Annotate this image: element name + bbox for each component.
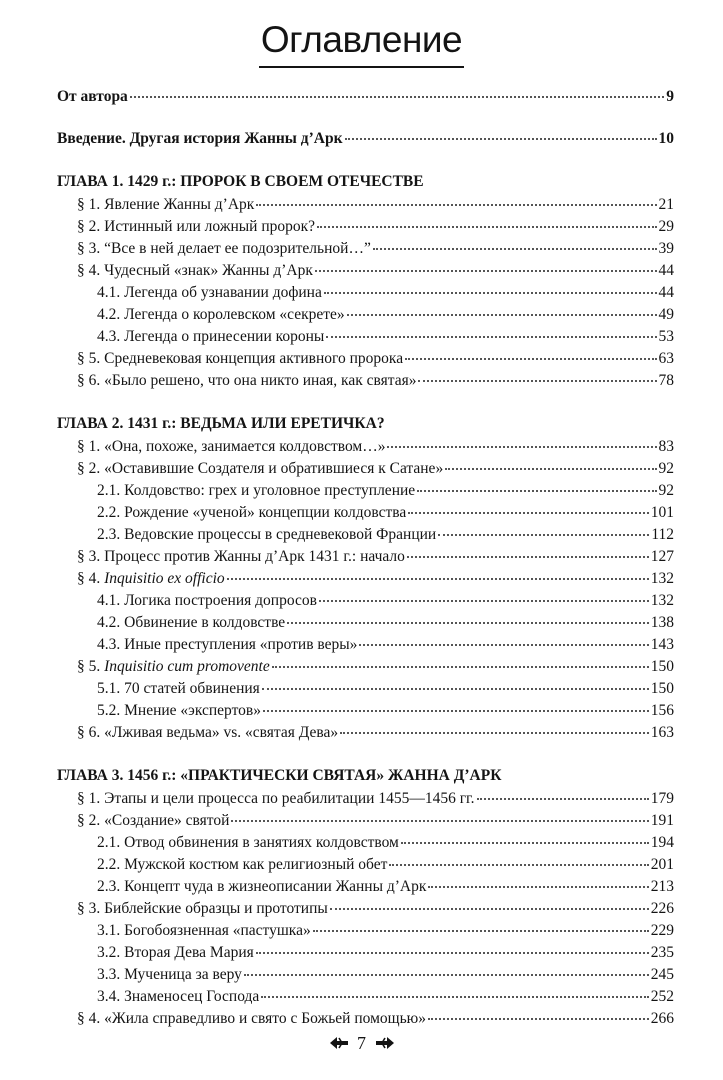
toc-entry: [57, 678, 674, 700]
toc-entry-label: [97, 854, 387, 876]
toc-entry-label: [77, 722, 338, 744]
dot-leader: [407, 556, 649, 558]
toc-page-number: 101: [650, 504, 674, 521]
toc-page-number: 266: [650, 1010, 674, 1027]
toc-entry-text: § 2. «Создание» святой: [77, 812, 230, 829]
toc-entry-label: [97, 612, 285, 634]
toc-entry-label: [77, 788, 475, 810]
toc-entry-text: § 3. Библейские образцы и прототипы: [77, 900, 328, 917]
toc-entry-text: 2.1. Отвод обвинения в занятиях колдовством: [97, 834, 399, 851]
toc-entry-label: [97, 986, 259, 1008]
toc-entry: [57, 502, 674, 524]
dot-leader: [261, 996, 648, 998]
toc-page-number: 21: [658, 196, 674, 213]
spacer: [57, 108, 674, 128]
toc-page-number: 92: [658, 460, 674, 477]
toc-entry: [57, 722, 674, 744]
toc-entry-label: [77, 568, 225, 590]
toc-entry-text: 4.1. Легенда об узнавании дофина: [97, 284, 322, 301]
toc-entry-text: § 5. Средневековая концепция активного пророка: [77, 350, 404, 367]
toc-entry-text: 2.2. Рождение «ученой» концепции колдовства: [97, 504, 407, 521]
toc-entry-label: [77, 348, 403, 370]
toc-entry-text: § 1. Явление Жанны д’Арк: [77, 196, 255, 213]
toc-entry-text: Введение. Другая история Жанны д’Арк: [57, 130, 343, 147]
toc-entry-text: 2.3. Концепт чуда в жизнеописании Жанны д’Арк: [97, 878, 427, 895]
toc-entry-label: [77, 1008, 426, 1030]
toc-page-number: 252: [650, 988, 674, 1005]
toc-entry-label: [77, 458, 443, 480]
toc-entry-text: 2.1. Колдовство: грех и уголовное преступление: [97, 482, 416, 499]
toc-page-number: 9: [666, 88, 674, 105]
dot-leader: [326, 336, 656, 338]
toc-entry: [57, 1008, 674, 1030]
chapter-heading: ГЛАВА 3. 1456 г.: «ПРАКТИЧЕСКИ СВЯТАЯ» ЖАННА Д’АРК: [57, 767, 502, 784]
toc-entry: [57, 964, 674, 986]
toc-page-number: 49: [658, 306, 674, 323]
toc-page-number: 163: [650, 724, 674, 741]
dot-leader: [315, 270, 657, 272]
toc-page-number: 39: [658, 240, 674, 257]
toc-entry-text: 4.3. Иные преступления «против веры»: [97, 636, 358, 653]
dot-leader: [347, 314, 657, 316]
toc-entry-text: § 2. «Оставившие Создателя и обратившиеся к Сатане»: [77, 460, 444, 477]
toc-page-number: 201: [650, 856, 674, 873]
toc-page-number: 132: [650, 570, 674, 587]
chapter-heading: ГЛАВА 2. 1431 г.: ВЕДЬМА ИЛИ ЕРЕТИЧКА?: [57, 415, 385, 432]
toc-entry: [57, 304, 674, 326]
title-container: [0, 18, 723, 68]
toc-entry: [57, 656, 674, 678]
toc-page-number: 63: [658, 350, 674, 367]
dot-leader: [345, 138, 657, 140]
table-of-contents: [57, 86, 674, 1030]
toc-entry: [57, 282, 674, 304]
toc-page-number: 191: [650, 812, 674, 829]
toc-entry-text: § 4. Чудесный «знак» Жанны д’Арк: [77, 262, 313, 279]
toc-page-number: 44: [658, 284, 674, 301]
toc-page-number: 179: [650, 790, 674, 807]
spacer: [57, 744, 674, 764]
toc-page-number: 156: [650, 702, 674, 719]
toc-entry: [57, 260, 674, 282]
toc-page-number: 226: [650, 900, 674, 917]
toc-entry-text: 3.3. Мученица за веру: [97, 966, 242, 983]
toc-entry: [57, 370, 674, 392]
page-folio: [0, 1030, 723, 1054]
toc-page-number: 213: [650, 878, 674, 895]
toc-entry: [57, 348, 674, 370]
dot-leader: [340, 732, 649, 734]
toc-entry: [57, 524, 674, 546]
toc-entry-label: [97, 876, 426, 898]
dot-leader: [317, 226, 656, 228]
toc-entry-label: [77, 260, 313, 282]
toc-page-number: 92: [658, 482, 674, 499]
toc-entry-label: [97, 480, 415, 502]
toc-entry: [57, 700, 674, 722]
toc-entry-label: [97, 678, 260, 700]
toc-entry-text: 4.2. Легенда о королевском «секрете»: [97, 306, 345, 323]
toc-entry-text: 3.1. Богобоязненная «пастушка»: [97, 922, 311, 939]
dot-leader: [256, 204, 656, 206]
toc-entry-italic-text: Inquisitio cum promovente: [104, 658, 270, 675]
toc-entry: [57, 832, 674, 854]
toc-page-number: 10: [658, 130, 674, 147]
toc-entry-label: [97, 502, 406, 524]
dot-leader: [438, 534, 649, 536]
toc-page-number: 138: [650, 614, 674, 631]
toc-entry-text: 5.1. 70 статей обвинения: [97, 680, 260, 697]
toc-page-number: 127: [650, 548, 674, 565]
toc-entry-label: [77, 656, 270, 678]
toc-entry: [57, 436, 674, 458]
toc-entry-text: 5.2. Мнение «экспертов»: [97, 702, 261, 719]
toc-entry-label: [97, 832, 399, 854]
toc-entry-text: 2.2. Мужской костюм как религиозный обет: [97, 856, 388, 873]
toc-entry: [57, 876, 674, 898]
toc-entry-label: [97, 524, 436, 546]
dot-leader: [445, 468, 656, 470]
dot-leader: [231, 820, 648, 822]
toc-entry-label: [77, 436, 385, 458]
dot-leader: [130, 96, 664, 98]
toc-page-number: 83: [658, 438, 674, 455]
toc-entry: [57, 634, 674, 656]
toc-entry: [57, 194, 674, 216]
toc-entry-text: 3.2. Вторая Дева Мария: [97, 944, 254, 961]
toc-page-number: 245: [650, 966, 674, 983]
page-number: 7: [357, 1032, 366, 1053]
toc-entry-label: [97, 326, 324, 348]
toc-page-number: 29: [658, 218, 674, 235]
toc-entry-text: § 4. «Жила справедливо и свято с Божьей помощью»: [77, 1010, 426, 1027]
toc-entry: [57, 810, 674, 832]
toc-entry: [57, 986, 674, 1008]
toc-entry-label: [97, 964, 242, 986]
chapter-heading: ГЛАВА 1. 1429 г.: ПРОРОК В СВОЕМ ОТЕЧЕСТВЕ: [57, 173, 424, 190]
toc-entry-text: § 6. «Было решено, что она никто иная, как святая»: [77, 372, 417, 389]
toc-entry: [57, 326, 674, 348]
toc-page-number: 143: [650, 636, 674, 653]
dot-leader: [417, 490, 656, 492]
toc-entry: [57, 128, 674, 150]
dot-leader: [418, 380, 656, 382]
toc-entry-text: § 3. Процесс против Жанны д’Арк 1431 г.: начало: [77, 548, 405, 565]
dot-leader: [313, 930, 649, 932]
toc-entry: [57, 612, 674, 634]
toc-page-number: 78: [658, 372, 674, 389]
toc-entry-label: [77, 238, 371, 260]
toc-entry: [57, 458, 674, 480]
dot-leader: [405, 358, 656, 360]
toc-entry: [57, 568, 674, 590]
dot-leader: [256, 952, 649, 954]
toc-entry-text: § 6. «Лживая ведьма» vs. «святая Дева»: [77, 724, 339, 741]
toc-entry-label: [97, 590, 317, 612]
toc-entry: [57, 942, 674, 964]
dot-leader: [389, 864, 648, 866]
toc-page-number: 150: [650, 658, 674, 675]
toc-page-number: 229: [650, 922, 674, 939]
toc-entry-text: § 2. Истинный или ложный пророк?: [77, 218, 316, 235]
toc-entry-text: 4.2. Обвинение в колдовстве: [97, 614, 286, 631]
toc-entry-italic-text: Inquisitio ex officio: [104, 570, 225, 587]
spacer: [57, 150, 674, 170]
ornament-right-icon: [374, 1035, 396, 1051]
dot-leader: [373, 248, 657, 250]
toc-entry: [57, 238, 674, 260]
dot-leader: [272, 666, 649, 668]
toc-entry-label: [97, 942, 254, 964]
toc-entry-label: [97, 920, 311, 942]
toc-entry: [57, 86, 674, 108]
toc-entry-text: 4.1. Логика построения допросов: [97, 592, 317, 609]
toc-entry: [57, 216, 674, 238]
ornament-left-icon: [328, 1035, 350, 1051]
toc-page-number: 53: [658, 328, 674, 345]
dot-leader: [428, 1018, 649, 1020]
toc-entry: [57, 854, 674, 876]
toc-page-number: 235: [650, 944, 674, 961]
toc-entry-label: [77, 810, 229, 832]
toc-page-number: 150: [650, 680, 674, 697]
dot-leader: [319, 600, 649, 602]
toc-entry-label: [77, 898, 328, 920]
toc-entry: [57, 898, 674, 920]
dot-leader: [330, 908, 649, 910]
toc-entry-label: [97, 282, 322, 304]
toc-page-number: 112: [651, 526, 674, 543]
toc-entry-text: 4.3. Легенда о принесении короны: [97, 328, 325, 345]
dot-leader: [428, 886, 648, 888]
toc-entry-label: [97, 304, 345, 326]
toc-entry-text: § 1. Этапы и цели процесса по реабилитации 1455—1456 гг.: [77, 790, 475, 807]
toc-entry-label: [57, 128, 343, 150]
dot-leader: [408, 512, 649, 514]
dot-leader: [263, 710, 649, 712]
toc-entry: [57, 480, 674, 502]
toc-entry-label: [77, 216, 315, 238]
toc-entry: [57, 546, 674, 568]
toc-entry: [57, 920, 674, 942]
page-title: Оглавление: [259, 18, 464, 68]
toc-page-number: 132: [650, 592, 674, 609]
dot-leader: [387, 446, 656, 448]
dot-leader: [324, 292, 657, 294]
toc-entry-text: 3.4. Знаменосец Господа: [97, 988, 260, 1005]
dot-leader: [262, 688, 649, 690]
toc-page-number: 194: [650, 834, 674, 851]
dot-leader: [227, 578, 649, 580]
toc-entry-text: § 4.: [77, 570, 105, 587]
toc-entry-text: § 1. «Она, похоже, занимается колдовством…»: [77, 438, 386, 455]
toc-entry-text: § 5.: [77, 658, 105, 675]
toc-entry-label: [57, 86, 128, 108]
dot-leader: [359, 644, 648, 646]
toc-entry-label: [77, 370, 416, 392]
toc-entry-label: [97, 700, 261, 722]
toc-page-number: 44: [658, 262, 674, 279]
toc-entry-label: [77, 546, 405, 568]
toc-entry-text: § 3. “Все в ней делает ее подозрительной…”: [77, 240, 371, 257]
toc-entry-label: [77, 194, 254, 216]
toc-entry-text: От автора: [57, 88, 128, 105]
dot-leader: [401, 842, 649, 844]
dot-leader: [287, 622, 649, 624]
toc-entry-text: 2.3. Ведовские процессы в средневековой Франции: [97, 526, 437, 543]
toc-entry: [57, 590, 674, 612]
toc-entry-label: [97, 634, 357, 656]
dot-leader: [244, 974, 649, 976]
toc-entry: [57, 788, 674, 810]
dot-leader: [477, 798, 649, 800]
spacer: [57, 392, 674, 412]
